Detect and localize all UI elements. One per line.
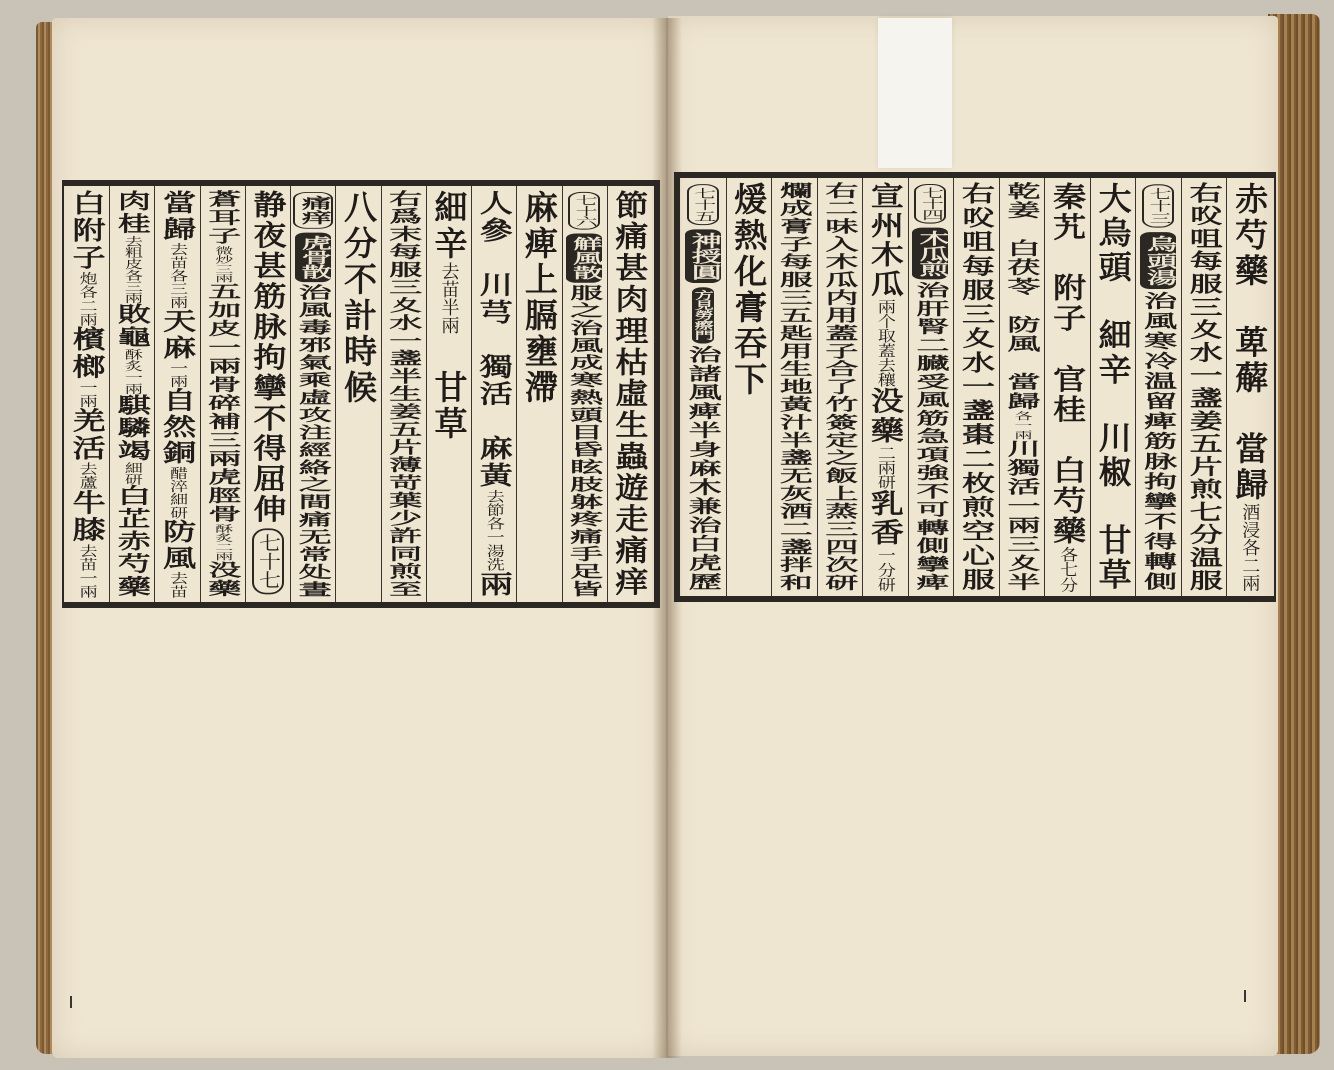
column-rule <box>562 186 563 602</box>
right-columns <box>680 178 1274 596</box>
recipe-number: 七十三 <box>1142 184 1174 227</box>
column-text: 爛成膏子每服三五匙用生地黃汁半盞无灰酒二盞拌和 <box>774 182 814 592</box>
column-rule <box>1090 178 1091 596</box>
column-text: 川椒 <box>1093 421 1133 490</box>
column-text: 防風 <box>1002 315 1042 354</box>
right-text-frame <box>674 172 1276 602</box>
column-rule <box>471 186 472 602</box>
column-text: 人參 <box>474 190 514 245</box>
text-column <box>67 190 107 598</box>
column-text: 右㕮咀每服三夊水一盞姜五片煎七分温服 <box>1184 182 1224 593</box>
column-rule <box>908 178 909 596</box>
annotation-text: 酥炙二兩 <box>212 523 234 561</box>
recipe-title: 木瓜煎 <box>912 228 948 280</box>
annotation-text: 各一兩 <box>1011 410 1033 440</box>
binding-thread <box>70 996 72 1008</box>
annotation-text: 二兩研 <box>874 445 896 490</box>
recipe-number: 七十六 <box>568 192 600 230</box>
column-rule <box>200 186 201 602</box>
column-text: 兩 <box>474 571 514 599</box>
column-text: 自然銅 <box>158 387 198 467</box>
recipe-title: 觧風散 <box>566 233 602 282</box>
annotation-text: 一兩 <box>167 361 189 388</box>
annotation-text: 兩个取蓋去穰 <box>874 299 896 387</box>
column-text: 赤芍藥 <box>1230 182 1270 289</box>
column-text: 麻痺上膈壅滯 <box>519 190 559 406</box>
column-text: 獨活 <box>474 353 514 408</box>
column-text: 白芍藥 <box>1048 455 1088 547</box>
text-column <box>383 190 423 598</box>
text-column <box>1002 182 1042 592</box>
column-text: 静夜甚筋脉拘攣不得屈伸 <box>248 190 288 526</box>
paper-repair-patch <box>878 18 952 168</box>
left-text-frame <box>62 180 660 608</box>
annotation-text: 一兩 <box>76 380 98 408</box>
column-rule <box>381 186 382 602</box>
recipe-reference: 方見勞瘵門 <box>692 287 714 343</box>
text-column <box>519 190 559 406</box>
recipe-title: 虎骨散 <box>295 233 331 282</box>
column-text: 右㕮咀每服三夊水一盞棗二枚煎空心服 <box>957 182 996 593</box>
column-text: 騏驎竭 <box>112 394 152 463</box>
column-rule <box>516 186 517 602</box>
column-text: 當歸 <box>158 190 198 243</box>
text-column <box>1047 182 1087 592</box>
text-column <box>112 190 152 598</box>
text-column <box>1229 182 1269 592</box>
column-text: 萆薢 <box>1230 324 1270 396</box>
annotation-text: 去苗 <box>167 571 189 598</box>
recipe-number: 七十四 <box>914 184 946 224</box>
column-text: 赤芍藥 <box>112 530 152 599</box>
column-text: 白茯苓 <box>1002 239 1042 297</box>
column-text: 細辛 <box>429 190 469 262</box>
column-text: 治風寒冷温留痺筋脉拘攣不得轉側 <box>1139 291 1179 592</box>
section-heading: 痛痒 <box>293 192 333 229</box>
column-text: 乳香 <box>865 489 905 548</box>
text-column <box>202 190 242 598</box>
column-text: 秦艽 <box>1048 182 1088 243</box>
text-column <box>609 190 649 598</box>
column-text: 没藥 <box>865 386 905 446</box>
annotation-text: 各七分 <box>1057 546 1079 593</box>
column-text: 没藥 <box>203 560 243 598</box>
annotation-text: 一分研 <box>874 547 896 592</box>
recipe-title: 神授圓 <box>685 229 721 283</box>
text-column <box>428 190 468 442</box>
column-rule <box>1226 178 1227 596</box>
text-column <box>819 182 859 592</box>
column-rule <box>771 178 772 596</box>
annotation-text: 微炒三兩 <box>212 245 234 283</box>
column-rule <box>862 178 863 596</box>
column-text: 當歸 <box>1230 431 1270 503</box>
column-rule <box>1044 178 1045 596</box>
recipe-number: 七十七 <box>252 528 284 594</box>
column-rule <box>1135 178 1136 596</box>
column-rule <box>290 186 291 602</box>
column-text: 附子 <box>1048 273 1088 334</box>
annotation-text: 去粗皮各三兩 <box>121 235 143 304</box>
column-text: 治諸風痺半身麻木兼治白虎歷 <box>683 345 723 592</box>
column-rule <box>426 186 427 602</box>
annotation-text: 酥炙一兩 <box>121 348 143 395</box>
text-column <box>293 190 333 598</box>
column-text: 右二味入木瓜内用蓋子合了竹簽定之飯上蒸三四次研 <box>820 182 860 592</box>
column-text: 節痛甚肉理枯虛生蟲遊走痛痒 <box>610 190 650 599</box>
column-text: 當歸 <box>1002 372 1042 411</box>
text-column <box>474 190 514 598</box>
recipe-number: 七十五 <box>687 184 719 225</box>
column-rule <box>154 186 155 602</box>
column-rule <box>726 178 727 596</box>
recipe-title: 烏頭湯 <box>1140 232 1176 289</box>
column-text: 川獨活一兩三夊半 <box>1002 439 1042 593</box>
column-rule <box>1181 178 1182 596</box>
column-rule <box>245 186 246 602</box>
column-rule <box>953 178 954 596</box>
column-rule <box>109 186 110 602</box>
text-column <box>683 182 723 592</box>
column-text: 服之治風成寒熱頭目昏眩肢躰疼痛手足皆 <box>565 284 605 598</box>
text-column <box>1138 182 1178 592</box>
text-column <box>248 190 288 598</box>
text-column <box>910 182 950 592</box>
column-text: 甘草 <box>429 370 469 442</box>
column-rule <box>607 186 608 602</box>
text-column <box>564 190 604 598</box>
column-text: 天麻 <box>158 308 198 362</box>
annotation-text: 炮各二兩 <box>76 271 98 327</box>
column-text: 五加皮一兩骨碎補三兩虎脛骨 <box>203 282 243 524</box>
annotation-text: 去苗半兩 <box>438 262 460 334</box>
column-text: 治肝腎二臓受風筋急項強不可轉側攣痺 <box>911 281 951 592</box>
column-text: 白附子 <box>67 190 107 272</box>
column-text: 治風毒邪氣乘虛攻注經絡之間痛无常处晝 <box>293 284 333 599</box>
column-text: 乾姜 <box>1002 182 1042 221</box>
annotation-text: 去苗各三兩 <box>167 242 189 309</box>
text-column <box>728 182 768 398</box>
column-rule <box>335 186 336 602</box>
text-column <box>1093 182 1133 592</box>
left-columns <box>64 186 654 602</box>
column-text: 川芎 <box>474 271 514 327</box>
column-text: 牛膝 <box>67 489 107 544</box>
column-text: 白芷 <box>112 484 152 531</box>
column-text: 大烏頭 <box>1093 182 1133 285</box>
column-text: 煖熱化膏吞下 <box>729 182 769 398</box>
column-text: 八分不計時候 <box>339 190 378 406</box>
column-text: 防風 <box>158 518 198 572</box>
column-text: 敗龜 <box>112 303 152 349</box>
column-text: 肉桂 <box>112 190 152 236</box>
text-column <box>865 182 905 592</box>
column-text: 羌活 <box>67 407 107 463</box>
annotation-text: 酒浸各二兩 <box>1239 502 1261 592</box>
text-column <box>157 190 197 598</box>
column-text: 細辛 <box>1093 318 1133 387</box>
annotation-text: 醋淬細研 <box>167 466 189 519</box>
column-text: 麻黃 <box>474 434 514 490</box>
column-text: 官桂 <box>1048 364 1088 426</box>
column-rule <box>817 178 818 596</box>
column-text: 蒼耳子 <box>203 190 243 246</box>
annotation-text: 細研 <box>121 462 143 485</box>
text-column <box>956 182 996 592</box>
column-text: 檳榔 <box>67 326 107 381</box>
text-column <box>774 182 814 592</box>
text-column <box>338 190 378 406</box>
binding-thread <box>1244 990 1246 1002</box>
annotation-text: 去蘆 <box>76 462 98 490</box>
annotation-text: 去節各一湯洗 <box>483 489 505 572</box>
column-rule <box>999 178 1000 596</box>
text-column <box>1184 182 1224 592</box>
column-text: 甘草 <box>1093 523 1133 592</box>
column-text: 右爲末每服三夊水一盞半生姜五片薄苛葉少許同煎至 <box>384 190 424 599</box>
annotation-text: 去苗一兩 <box>76 543 98 599</box>
column-text: 宣州木瓜 <box>865 182 905 300</box>
